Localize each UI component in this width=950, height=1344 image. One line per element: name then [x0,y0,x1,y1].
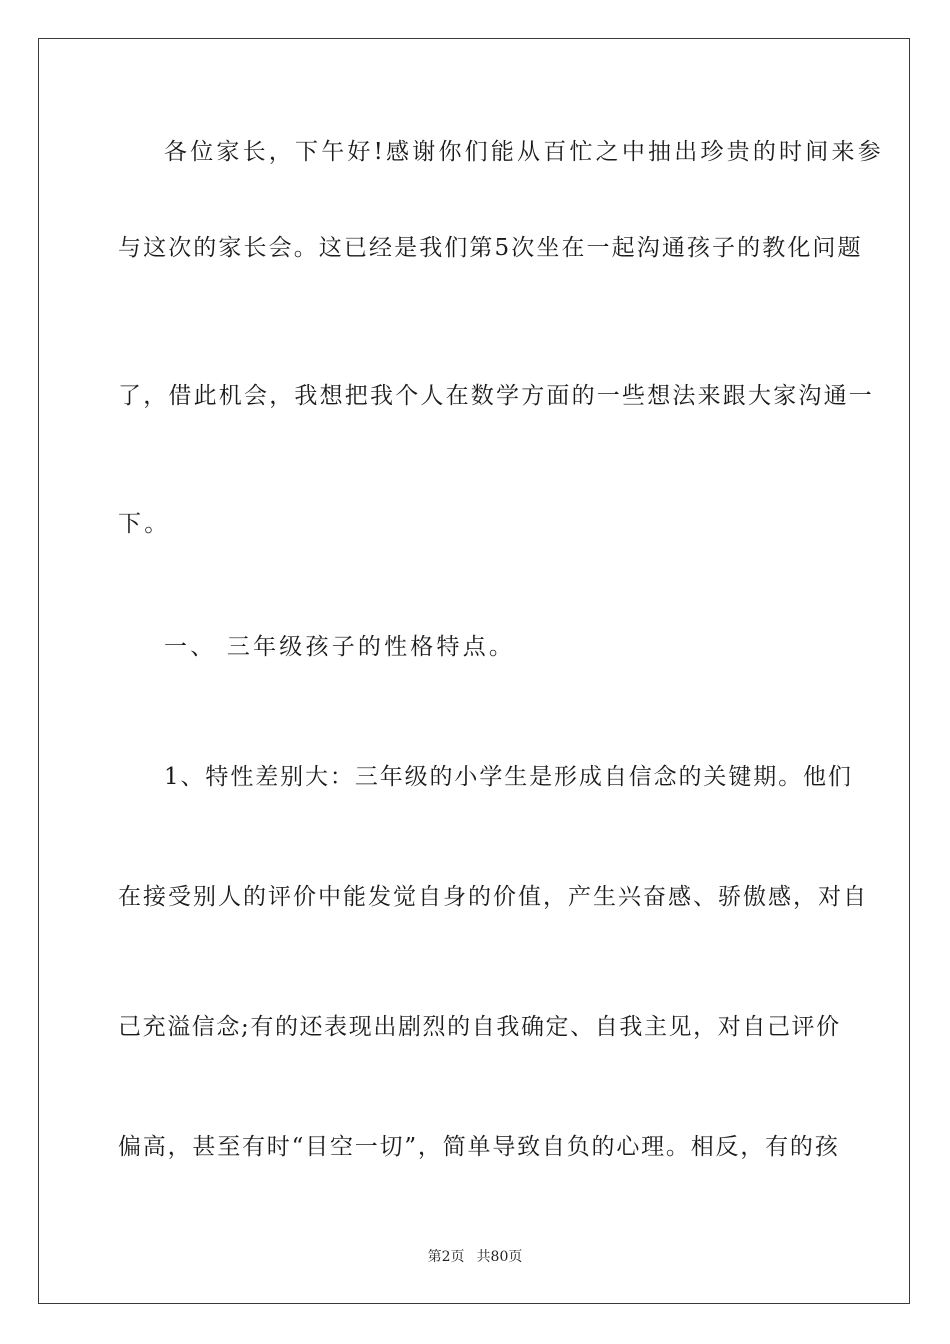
paragraph-line-2: 与这次的家长会。这已经是我们第5次坐在一起沟通孩子的教化问题 [118,235,863,261]
paragraph-line-8: 偏高，甚至有时“目空一切”，简单导致自负的心理。相反，有的孩 [118,1134,840,1160]
paragraph-line-6: 在接受别人的评价中能发觉自身的价值，产生兴奋感、骄傲感，对自 [118,884,868,910]
paragraph-line-1: 各位家长，下午好!感谢你们能从百忙之中抽出珍贵的时间来参 [164,139,884,165]
paragraph-line-5: 1、特性差别大：三年级的小学生是形成自信念的关键期。他们 [164,764,853,790]
page-footer [0,1246,950,1266]
paragraph-line-4: 下。 [118,511,171,537]
paragraph-line-3: 了，借此机会，我想把我个人在数学方面的一些想法来跟大家沟通一 [118,383,874,409]
paragraph-line-7: 己充溢信念;有的还表现出剧烈的自我确定、自我主见，对自己评价 [118,1014,841,1040]
page-border [38,38,910,1304]
page-total: 共80页 [476,1249,523,1265]
page-number: 第2页 [427,1249,465,1265]
section-heading: 一、 三年级孩子的性格特点。 [164,634,516,660]
